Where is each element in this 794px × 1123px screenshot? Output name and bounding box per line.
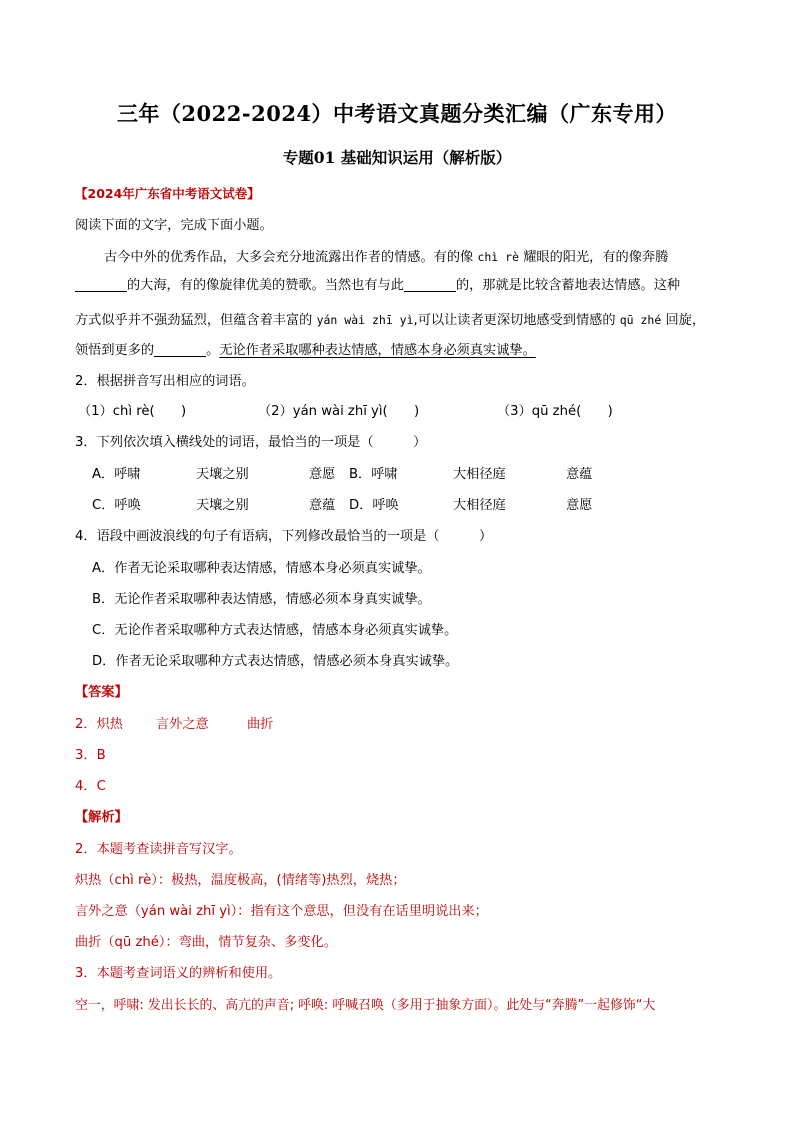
- question-4-option-d: D．作者无论采取哪种方式表达情感，情感必须本身真实诚挚。: [92, 654, 459, 669]
- question-4-option-a: A．作者无论采取哪种表达情感，情感本身必须真实诚挚。: [92, 561, 431, 576]
- passage-line-3: [75, 310, 705, 331]
- option-a-word3: 意愿: [309, 467, 336, 482]
- document-subtitle: 专题01 基础知识运用（解析版）: [282, 148, 512, 167]
- passage-text: 方式似乎并不强劲猛烈，但蕴含着丰富的: [75, 313, 313, 328]
- option-a-word1: A．呼啸: [92, 467, 141, 482]
- analysis-line: 炽热（chì rè）：极热，温度极高，(情绪等)热烈，烧热；: [75, 873, 406, 888]
- question-4-stem: 4．语段中画波浪线的句子有语病，下列修改最恰当的一项是（ ）: [75, 529, 493, 544]
- section-tag: 【2024年广东省中考语文试卷】: [75, 186, 260, 201]
- passage-text: 的大海，有的像旋律优美的赞歌。当然也有与此: [127, 278, 404, 293]
- passage-text: 的，那就是比较含蓄地表达情感。这种: [455, 278, 681, 293]
- option-c-word2: 天壤之别: [196, 498, 249, 513]
- option-d-word2: 大相径庭: [453, 498, 506, 513]
- question-2-stem: 2．根据拼音写出相应的词语。: [75, 374, 255, 389]
- answer-2-word3: 曲折: [247, 717, 274, 732]
- option-c-word3: 意蕴: [309, 498, 336, 513]
- passage-line-2: [75, 276, 680, 296]
- analysis-line: 曲折（qū zhé）：弯曲，情节复杂、多变化。: [75, 935, 337, 950]
- passage-line-4: [75, 341, 536, 361]
- analysis-line: 言外之意（yán wài zhī yì）：指有这个意思，但没有在话里明说出来；: [75, 904, 488, 919]
- passage-text: 领悟到更多的: [75, 343, 155, 358]
- question-3-stem: 3．下列依次填入横线处的词语，最恰当的一项是（ ）: [75, 435, 427, 450]
- option-d-word1: D．呼唤: [349, 498, 399, 513]
- passage-text: 回旋，: [665, 313, 706, 328]
- question-4-option-b: B．无论作者采取哪种表达情感，情感必须本身真实诚挚。: [92, 592, 431, 607]
- analysis-line: 2．本题考查读拼音写汉字。: [75, 842, 242, 857]
- analysis-line: 空一，呼啸: 发出长长的、高亢的声音; 呼唤: 呼喊召唤（多用于抽象方面）。此处与“奔腾”一起修饰“大: [75, 998, 656, 1013]
- question-4-option-c: C．无论作者采取哪种方式表达情感，情感本身必须真实诚挚。: [92, 623, 458, 638]
- passage-text: 耀眼的阳光，有的像奔腾: [523, 250, 669, 265]
- passage-text: 。: [206, 343, 220, 358]
- wavy-underlined-sentence: 无论作者采取哪种表达情感，情感本身必须真实诚挚。: [219, 343, 536, 358]
- option-d-word3: 意愿: [566, 498, 593, 513]
- fill-blank: [404, 277, 456, 292]
- document-title: 三年（2022-2024）中考语文真题分类汇编（广东专用）: [116, 101, 678, 126]
- analysis-line: 3．本题考查词语义的辨析和使用。: [75, 966, 282, 981]
- answer-2-word1: 2．炽热: [75, 717, 123, 732]
- question-2-item: （1）chì rè( ): [78, 404, 187, 419]
- pinyin: chì rè: [477, 250, 519, 264]
- fill-blank: [154, 342, 206, 357]
- option-b-word3: 意蕴: [566, 467, 593, 482]
- option-b-word1: B．呼啸: [349, 467, 398, 482]
- passage-text: ,可以让读者更深切地感受到情感的: [413, 313, 616, 328]
- analysis-tag: 【解析】: [75, 810, 128, 825]
- option-c-word1: C．呼唤: [92, 498, 141, 513]
- passage-line-1: [104, 247, 668, 268]
- passage-text: 古今中外的优秀作品，大多会充分地流露出作者的情感。有的像: [104, 250, 474, 265]
- answer-2-word2: 言外之意: [156, 717, 209, 732]
- answer-4: 4．C: [75, 779, 106, 794]
- question-2-item: （2）yán wài zhī yì( ): [258, 404, 420, 419]
- answer-tag: 【答案】: [75, 685, 128, 700]
- option-b-word2: 大相径庭: [453, 467, 506, 482]
- option-a-word2: 天壤之别: [196, 467, 249, 482]
- fill-blank: [75, 277, 127, 292]
- pinyin: qū zhé: [619, 313, 662, 327]
- answer-3: 3．B: [75, 748, 106, 763]
- intro-text: 阅读下面的文字，完成下面小题。: [75, 218, 273, 233]
- question-2-item: （3）qū zhé( ): [497, 404, 613, 419]
- pinyin: yán wài zhī yì: [316, 313, 414, 327]
